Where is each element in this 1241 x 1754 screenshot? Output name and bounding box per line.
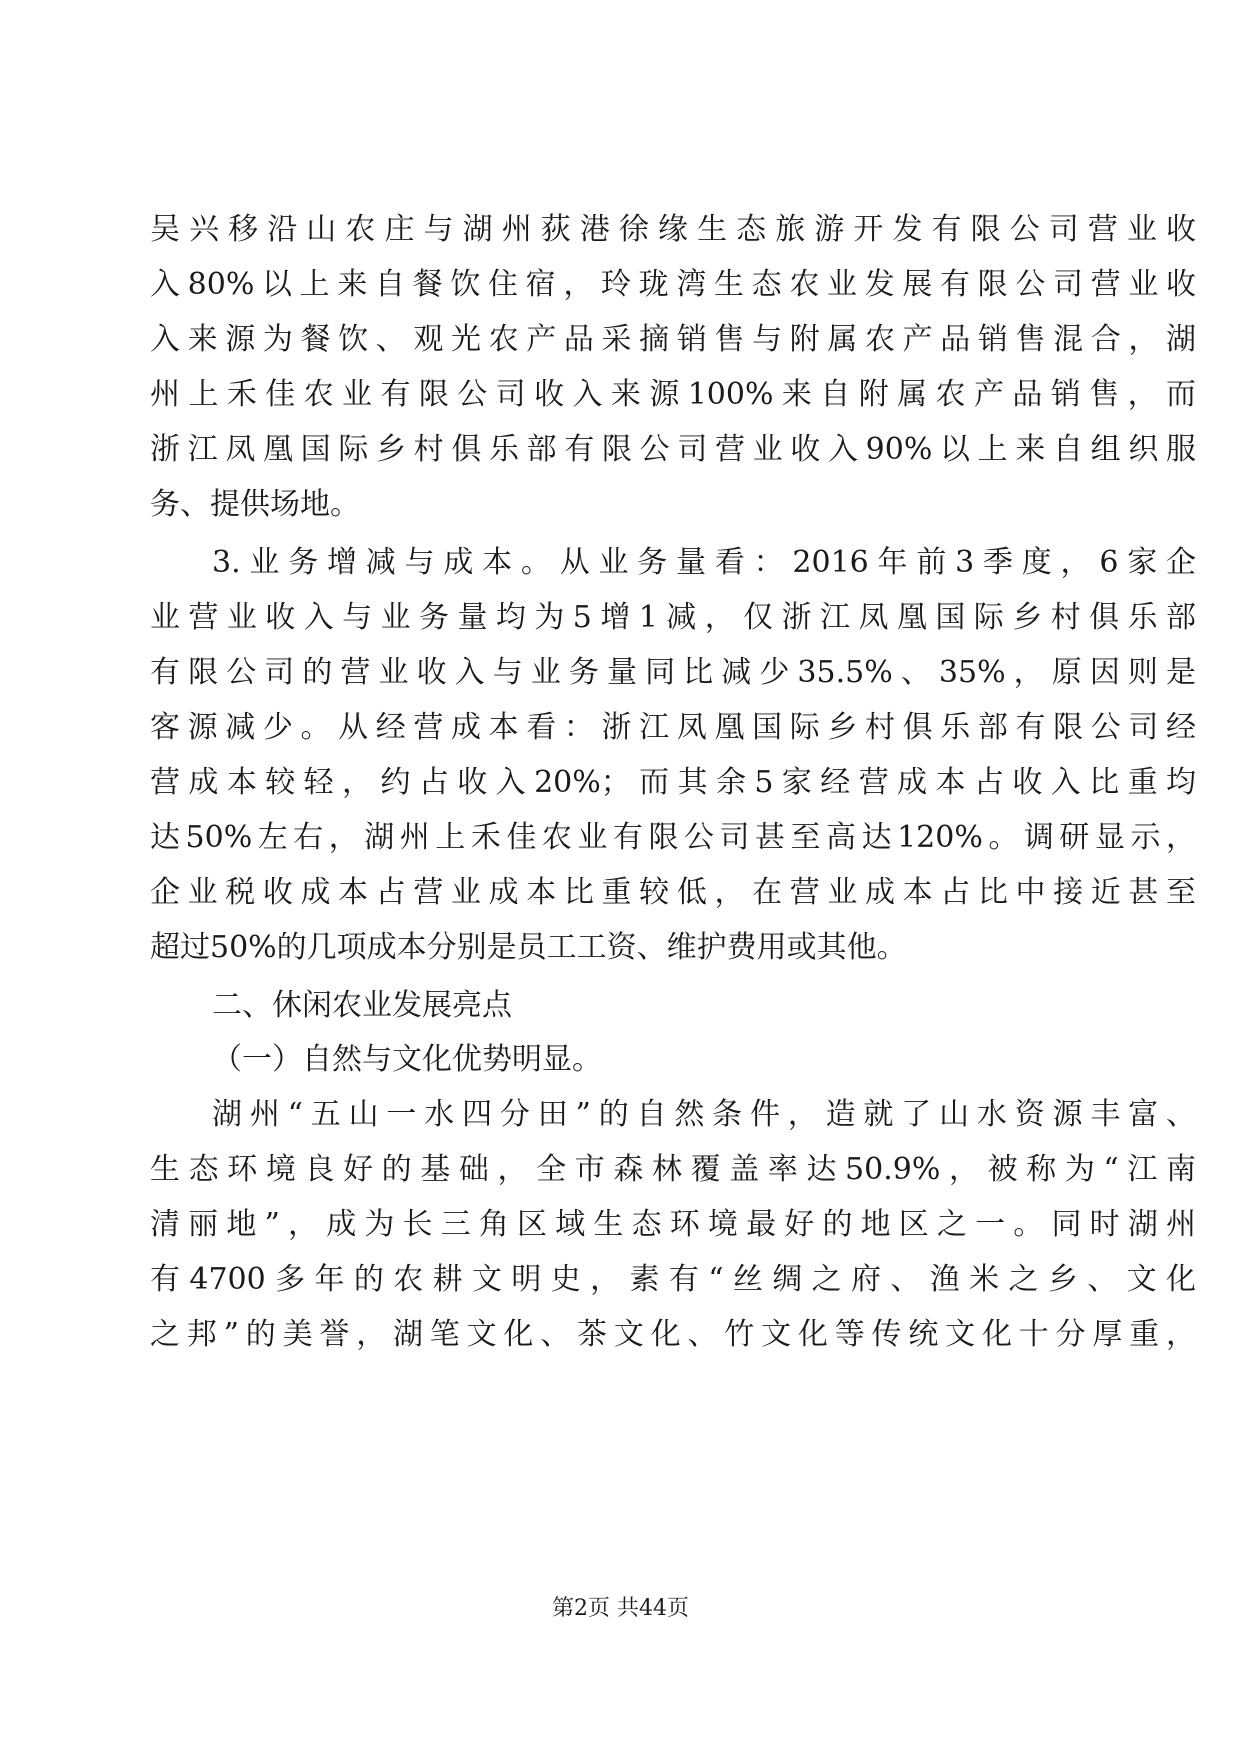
text-line-14: 超过50%的几项成本分别是员工工资、维护费用或其他。 bbox=[150, 930, 907, 965]
text-line-12: 达50%左右，湖州上禾佳农业有限公司甚至高达120%。调研显示， bbox=[150, 820, 1196, 855]
text-line-9: 有限公司的营业收入与业务量同比减少35.5%、35%，原因则是 bbox=[150, 655, 1196, 690]
page-footer: 第2页 共44页 bbox=[552, 1596, 689, 1621]
subsection-heading: （一）自然与文化优势明显。 bbox=[212, 1042, 602, 1077]
text-line-4: 州上禾佳农业有限公司收入来源100%来自附属农产品销售，而 bbox=[150, 377, 1196, 412]
text-line-3: 入来源为餐饮、观光农产品采摘销售与附属农产品销售混合，湖 bbox=[150, 322, 1196, 357]
text-line-10: 客源减少。从经营成本看：浙江凤凰国际乡村俱乐部有限公司经 bbox=[150, 710, 1196, 745]
text-line-19: 清丽地”，成为长三角区域生态环境最好的地区之一。同时湖州 bbox=[150, 1207, 1196, 1242]
text-line-21: 之邦”的美誉，湖笔文化、茶文化、竹文化等传统文化十分厚重， bbox=[150, 1317, 1196, 1352]
text-line-5: 浙江凤凰国际乡村俱乐部有限公司营业收入90%以上来自组织服 bbox=[150, 432, 1196, 467]
text-line-1: 吴兴移沿山农庄与湖州荻港徐缘生态旅游开发有限公司营业收 bbox=[150, 212, 1196, 247]
text-line-11: 营成本较轻，约占收入20%；而其余5家经营成本占收入比重均 bbox=[150, 765, 1196, 800]
text-line-2: 入80%以上来自餐饮住宿，玲珑湾生态农业发展有限公司营业收 bbox=[150, 267, 1196, 302]
text-line-20: 有4700多年的农耕文明史，素有“丝绸之府、渔米之乡、文化 bbox=[150, 1262, 1196, 1297]
text-line-7: 3.业务增减与成本。从业务量看：2016年前3季度，6家企 bbox=[212, 545, 1196, 580]
text-line-17: 湖州“五山一水四分田”的自然条件，造就了山水资源丰富、 bbox=[212, 1097, 1196, 1132]
text-line-18: 生态环境良好的基础，全市森林覆盖率达50.9%，被称为“江南 bbox=[150, 1152, 1196, 1187]
text-line-6: 务、提供场地。 bbox=[150, 487, 360, 522]
text-line-13: 企业税收成本占营业成本比重较低，在营业成本占比中接近甚至 bbox=[150, 875, 1196, 910]
section-heading: 二、休闲农业发展亮点 bbox=[212, 988, 512, 1023]
text-line-8: 业营业收入与业务量均为5增1减，仅浙江凤凰国际乡村俱乐部 bbox=[150, 600, 1196, 635]
